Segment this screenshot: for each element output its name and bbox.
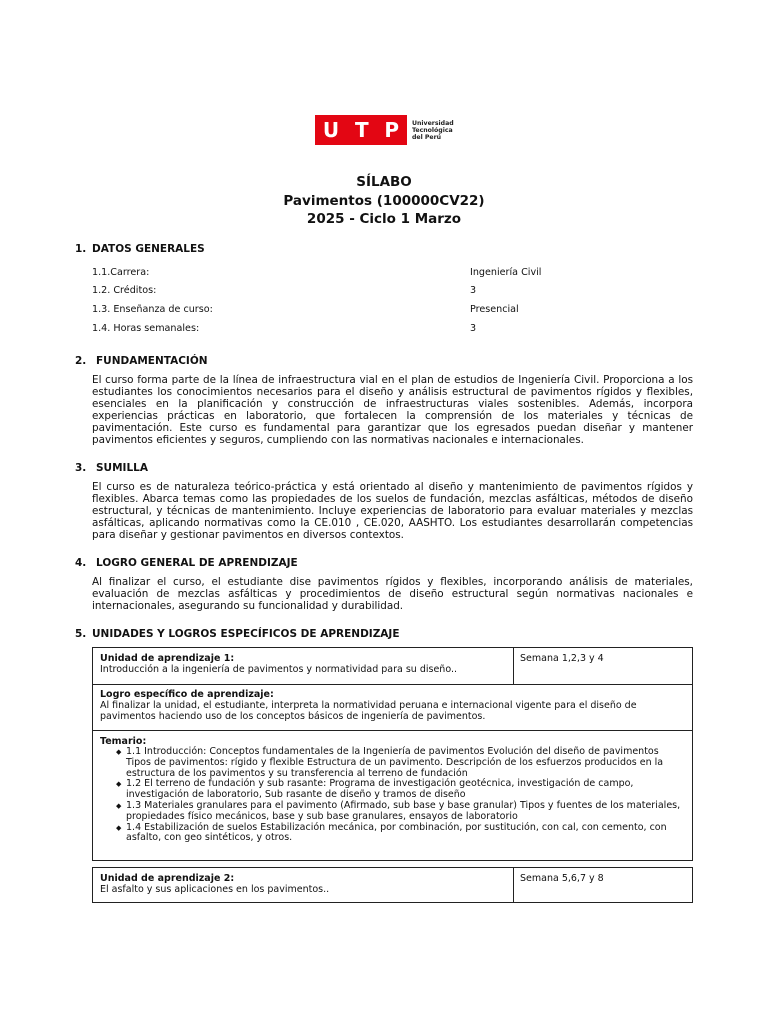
unidad-2-title: Unidad de aprendizaje 2: — [100, 873, 235, 884]
datos-label-carrera: 1.1.Carrera: — [92, 267, 150, 278]
utp-logo-mark — [315, 115, 407, 145]
logo-letter-u: U — [322, 118, 340, 142]
temario-item-text: 1.2 El terreno de fundación y sub rasante: Programa de investigación geotécnica, investigación de campo, investigación de laboratorio, Sub rasante de diseño y tramos de diseño — [126, 778, 634, 801]
logo-name-line-2: Tecnológica — [412, 126, 453, 134]
bullet-icon: ◆ — [116, 748, 122, 756]
section-number: 4. — [75, 557, 87, 569]
datos-value-creditos: 3 — [470, 285, 477, 296]
section-heading-4 — [75, 557, 298, 569]
temario-list — [100, 747, 685, 844]
temario-item-text: 1.1 Introducción: Conceptos fundamentales de la Ingeniería de pavimentos Evolución del diseño de pavimentos Tipos de pavimentos: rígido y flexible Estructura de un pavimento. Descripción de los esfuerzos producidos en la estructura de los pavimentos y su transferencia al terreno de fundación — [126, 746, 664, 779]
bullet-icon: ◆ — [116, 801, 122, 810]
fundamentacion-text: El curso forma parte de la línea de infraestructura vial en el plan de estudios de Ingeniería Civil. Proporciona a los estudiantes los conocimientos necesarios para el diseño y análisis estructural de pavimentos rígidos y flexibles, esenciales en la planificación y construcción de infraestructuras viales sostenibles. Además, incorpora experiencias prácticas en laboratorio, que fortalecen la comprensión de los materiales y técnicas de pavimentación. Este curso es fundamental para garantizar que los egresados puedan diseñar y mantener pavimentos eficientes y seguros, cumpliendo con las normativas nacionales e internacionales. — [92, 374, 693, 446]
unidad-2-table — [92, 867, 693, 903]
datos-value-ensenanza: Presencial — [470, 304, 519, 315]
datos-value-horas: 3 — [470, 323, 477, 334]
section-heading-3 — [75, 462, 148, 474]
logro-especifico-title: Logro específico de aprendizaje: — [100, 689, 274, 700]
temario-title: Temario: — [100, 736, 147, 747]
temario-item — [116, 821, 685, 845]
unidad-2-description: El asfalto y sus aplicaciones en los pavimentos.. — [100, 884, 330, 895]
section-heading-2 — [75, 355, 208, 367]
datos-label-horas: 1.4. Horas semanales: — [92, 323, 200, 334]
unidad-1-temario-cell — [93, 732, 692, 848]
section-number: 5. — [75, 628, 87, 640]
temario-item-text: 1.4 Estabilización de suelos Estabilización mecánica, por combinación, por sustitución, con cal, con cemento, con asfalto, con geo sintéticos, y otros. — [126, 821, 667, 844]
section-number: 2. — [75, 355, 87, 367]
temario-item — [116, 799, 685, 823]
cycle-title: 2025 - Ciclo 1 Marzo — [306, 211, 462, 227]
utp-logo — [315, 115, 460, 145]
unidad-2-semana-cell — [513, 869, 692, 888]
logro-general-text: Al finalizar el curso, el estudiante dise pavimentos rígidos y flexibles, incorporando análisis de materiales, evaluación de mezclas asfálticas y procedimientos de diseño estructural según normativas nacionales e internacionales, asegurando su funcionalidad y durabilidad. — [92, 576, 693, 612]
datos-label-creditos: 1.2. Créditos: — [92, 285, 157, 296]
temario-item — [116, 746, 685, 779]
course-title: Pavimentos (100000CV22) — [283, 193, 485, 209]
logo-name-line-3: del Perú — [412, 133, 442, 141]
section-title: SUMILLA — [96, 462, 148, 474]
section-title: UNIDADES Y LOGROS ESPECÍFICOS DE APRENDIZAJE — [92, 628, 400, 640]
bullet-icon: ◆ — [116, 823, 122, 832]
sumilla-text: El curso es de naturaleza teórico-práctica y está orientado al diseño y mantenimiento de pavimentos rígidos y flexibles. Abarca temas como las propiedades de los suelos de fundación, mezclas asfálticas, métodos de diseño estructural, y técnicas de mantenimiento. Incluye experiencias de laboratorio para evaluar materiales y mezclas asfálticas, aplicando normativas como la CE.010 , CE.020, AASHTO. Los estudiantes desarrollarán competencias para diseñar y gestionar pavimentos en diversos contextos. — [92, 481, 693, 541]
section-number: 1. — [75, 243, 87, 255]
datos-value-carrera: Ingeniería Civil — [470, 267, 542, 278]
table-divider — [93, 730, 692, 731]
logro-especifico-text: Al finalizar la unidad, el estudiante, interpreta la normatividad peruana e internacional vigente para el diseño de pavimentos haciendo uso de los conceptos básicos de ingeniería de pavimentos. — [100, 700, 637, 722]
bullet-icon: ◆ — [116, 780, 122, 789]
section-heading-1 — [75, 243, 205, 255]
unidad-1-title: Unidad de aprendizaje 1: — [100, 653, 235, 664]
unidad-2-semana: Semana 5,6,7 y 8 — [520, 873, 604, 884]
unidad-1-logro-cell — [93, 685, 692, 726]
unidad-1-semana-cell — [513, 649, 692, 668]
section-number: 3. — [75, 462, 87, 474]
unidad-1-semana: Semana 1,2,3 y 4 — [520, 653, 604, 664]
logo-name-line-1: Universidad — [412, 119, 454, 127]
datos-label-ensenanza: 1.3. Enseñanza de curso: — [92, 304, 213, 315]
unidad-2-header-cell — [93, 869, 513, 899]
section-heading-5 — [75, 628, 400, 640]
utp-logo-name — [412, 120, 460, 141]
logo-letter-p: P — [384, 118, 400, 142]
section-title: DATOS GENERALES — [92, 243, 205, 255]
document-title: SÍLABO — [356, 174, 412, 190]
unidad-1-table — [92, 647, 693, 861]
temario-item — [116, 778, 685, 801]
section-title: FUNDAMENTACIÓN — [96, 355, 208, 367]
unidad-1-description: Introducción a la ingeniería de pavimentos y normatividad para su diseño.. — [100, 664, 458, 675]
temario-item-text: 1.3 Materiales granulares para el pavimento (Afirmado, sub base y base granular) Tipos y fuentes de los materiales, propiedades físico mecánicos, base y sub base granulares, ensayos de laboratorio — [126, 799, 681, 822]
section-title: LOGRO GENERAL DE APRENDIZAJE — [96, 557, 298, 569]
unidad-1-header-cell — [93, 649, 513, 679]
logo-letter-t: T — [354, 118, 369, 142]
